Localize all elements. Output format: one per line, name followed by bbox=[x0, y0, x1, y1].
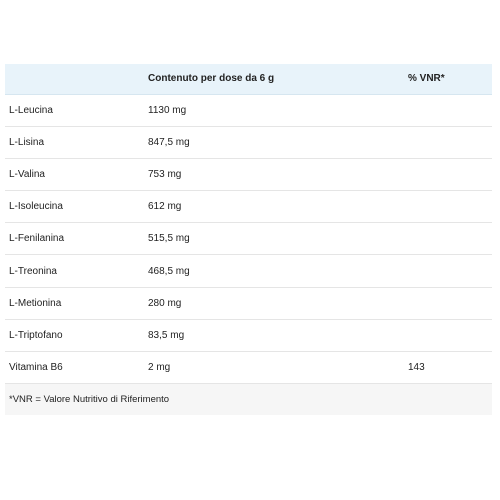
header-nutrient bbox=[5, 64, 144, 94]
nutrient-name: Vitamina B6 bbox=[9, 362, 63, 374]
header-row bbox=[5, 64, 492, 94]
header-amount: Contenuto per dose da 6 g bbox=[144, 64, 404, 94]
nutrient-vnr bbox=[404, 94, 492, 126]
table-row bbox=[5, 319, 492, 351]
nutrition-table bbox=[5, 64, 492, 415]
nutrient-name: L-Metionina bbox=[9, 297, 62, 309]
nutrient-amount: 1130 mg bbox=[148, 104, 187, 116]
nutrient-name: L-Fenilanina bbox=[9, 233, 65, 245]
nutrient-vnr bbox=[404, 223, 492, 255]
table-row bbox=[5, 158, 492, 190]
table-row bbox=[5, 255, 492, 287]
nutrient-amount: 468,5 mg bbox=[148, 265, 190, 277]
nutrient-amount: 753 mg bbox=[148, 168, 182, 180]
nutrient-vnr bbox=[404, 287, 492, 319]
nutrient-amount: 280 mg bbox=[148, 297, 182, 309]
nutrient-amount: 515,5 mg bbox=[148, 233, 190, 245]
nutrient-vnr bbox=[404, 255, 492, 287]
footnote-row bbox=[5, 384, 492, 415]
nutrient-amount: 83,5 mg bbox=[148, 329, 185, 341]
table-row bbox=[5, 287, 492, 319]
nutrient-amount: 612 mg bbox=[148, 201, 182, 213]
nutrient-vnr bbox=[404, 126, 492, 158]
table-row bbox=[5, 223, 492, 255]
nutrient-name: L-Leucina bbox=[9, 104, 53, 116]
table-header bbox=[5, 64, 492, 94]
nutrient-name: L-Lisina bbox=[9, 136, 45, 148]
nutrient-vnr: 143 bbox=[408, 362, 425, 374]
nutrition-table-container bbox=[5, 64, 492, 415]
nutrient-name: L-Isoleucina bbox=[9, 201, 63, 213]
nutrient-name: L-Triptofano bbox=[9, 329, 63, 341]
table-row bbox=[5, 126, 492, 158]
table-row bbox=[5, 352, 492, 384]
table-body bbox=[5, 94, 492, 415]
nutrient-name: L-Treonina bbox=[9, 265, 57, 277]
header-vnr: % VNR* bbox=[404, 64, 492, 94]
nutrient-amount: 2 mg bbox=[148, 362, 171, 374]
table-row bbox=[5, 191, 492, 223]
table-row bbox=[5, 94, 492, 126]
nutrient-vnr bbox=[404, 158, 492, 190]
footnote-text: *VNR = Valore Nutritivo di Riferimento bbox=[9, 393, 170, 405]
nutrient-vnr bbox=[404, 319, 492, 351]
nutrient-name: L-Valina bbox=[9, 168, 45, 180]
nutrient-amount: 847,5 mg bbox=[148, 136, 190, 148]
nutrient-vnr bbox=[404, 191, 492, 223]
